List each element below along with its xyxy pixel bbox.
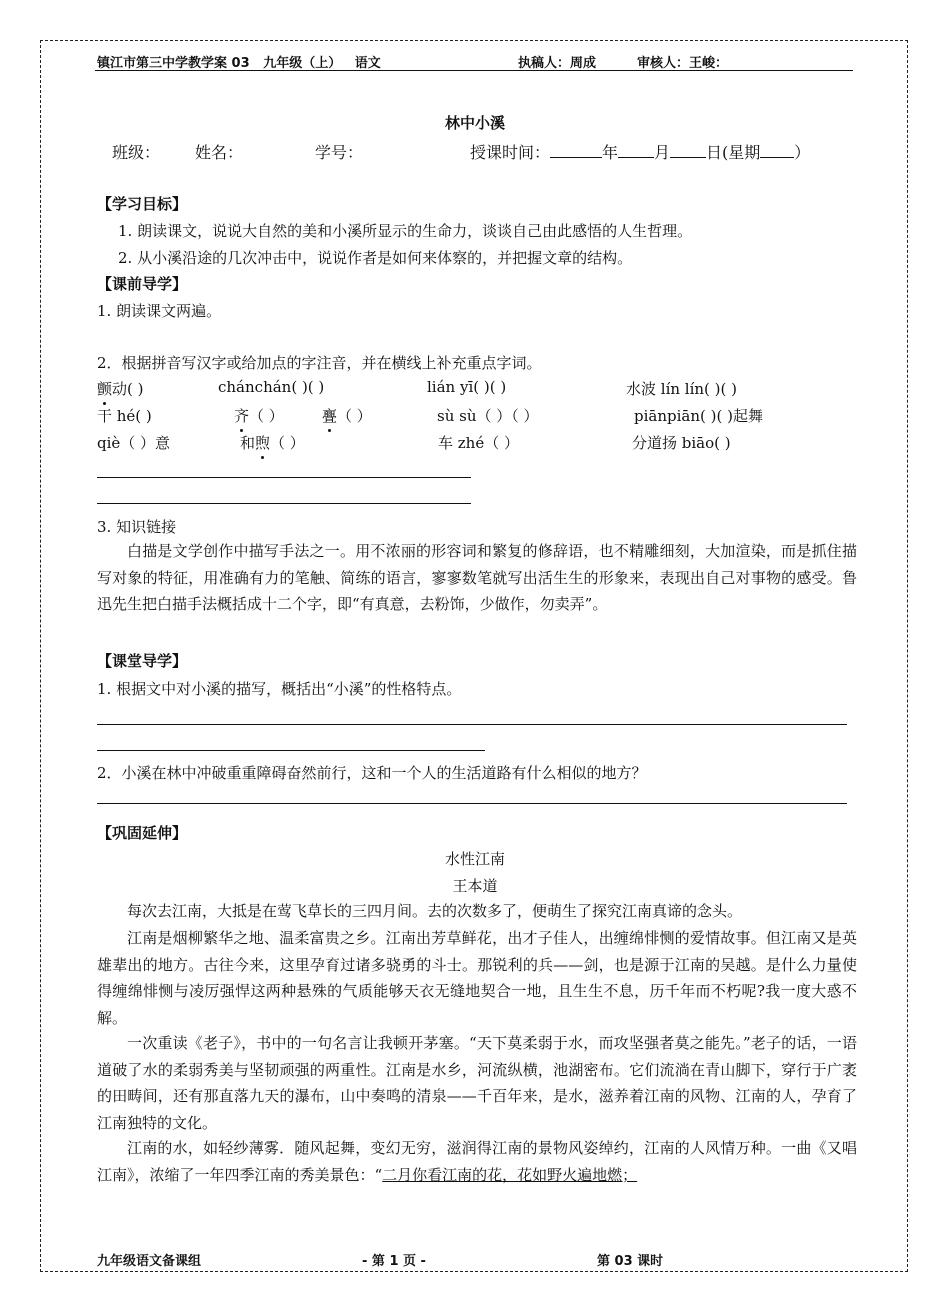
pinyin-item: 水波 lín lín( )( ) [626, 380, 737, 398]
essay-paragraph: 江南的水，如轻纱薄雾．随风起舞，变幻无穷，滋润得江南的景物风姿绰约，江南的人风情万种。一曲《又唱江南》，浓缩了一年四季江南的秀美景色：“二月你看江南的花，花如野火遍地燃； [97, 1139, 857, 1184]
essay-paragraph: 江南是烟柳繁华之地、温柔富贵之乡。江南出芳草鲜花，出才子佳人，出缠绵悱恻的爱情故事。但江南又是英雄辈出的地方。古往今来，这里孕育过诸多骁勇的斗士。那锐利的兵——剑，也是源于江南的吴越。是什么力量使得缠绵悱恻与凌厉强悍这两种悬殊的气质能够天衣无缝地契合一地，且生生不息，历千年而不朽呢?我一度大惑不解。 [97, 929, 857, 1027]
page-title: 林中小溪 [444, 114, 505, 132]
pinyin-item: 亹（ ） [322, 407, 372, 425]
knowledge-paragraph: 白描是文学创作中描写手法之一。用不浓丽的形容词和繁复的修辞语，也不精雕细刻，大加渲染，而是抓住描写对象的特征，用准确有力的笔触、简练的语言，寥寥数笔就写出活生生的形象来，表现出自己对事物的感受。鲁迅先生把白描手法概括成十二个字，即“有真意，去粉饰，少做作，勿卖弄”。 [97, 542, 857, 613]
goals-heading: 【学习目标】 [97, 195, 188, 213]
essay-paragraph: 一次重读《老子》，书中的一句名言让我顿开茅塞。“天下莫柔弱于水，而攻坚强者莫之能先。”老子的话，一语道破了水的柔弱秀美与坚韧顽强的两重性。江南是水乡，河流纵横，池湖密布。它们流淌在青山脚下，穿行于广袤的田畴间，还有那直落九天的瀑布，山中奏鸣的清泉——千百年来，是水，滋养着江南的风物、江南的人，孕育了江南独特的文化。 [97, 1034, 857, 1132]
pinyin-item: 分道扬 biāo( ) [632, 434, 731, 452]
lesson-time-field: 授课时间： 年 月 日(星期 ） [470, 143, 811, 162]
pinyin-item: piānpiān( )( )起舞 [634, 407, 763, 425]
pinyin-item: lián yī( )( ) [427, 378, 507, 396]
header-school-line: 镇江市第三中学教学案 03 九年级（上） 语文 [97, 56, 381, 71]
class-label: 班级： [112, 143, 161, 162]
underlined-quote: 二月你看江南的花，花如野火遍地燃； [382, 1165, 638, 1184]
extension-heading: 【巩固延伸】 [97, 824, 188, 842]
preview-q2: 2．根据拼音写汉字或给加点的字注音，并在横线上补充重点字词。 [97, 354, 542, 372]
pinyin-item: 和煦（ ） [240, 434, 305, 452]
header-reviewer: 审核人：王峻： [637, 56, 729, 71]
essay-paragraph: 每次去江南，大抵是在莺飞草长的三四月间。去的次数多了，便萌生了探究江南真谛的念头。 [127, 902, 743, 920]
answer-line[interactable] [97, 724, 847, 725]
pinyin-item: qiè（ ）意 [97, 434, 171, 452]
footer-page-number: - 第 1 页 - [362, 1254, 426, 1269]
footer-lesson: 第 03 课时 [597, 1254, 664, 1269]
preview-q3: 3. 知识链接 [97, 518, 177, 536]
pinyin-item: 齐（ ） [234, 407, 284, 425]
pinyin-item: chánchán( )( ) [218, 378, 325, 396]
essay-title: 水性江南 [444, 850, 505, 868]
goal-item: 2. 从小溪沿途的几次冲击中，说说作者是如何来体察的，并把握文章的结构。 [118, 249, 633, 267]
answer-line[interactable] [97, 750, 485, 751]
pinyin-item: sù sù（ ）（ ） [437, 407, 539, 425]
header-rule [95, 70, 853, 71]
header-writer: 执稿人：周成 [518, 56, 597, 71]
classroom-heading: 【课堂导学】 [97, 652, 188, 670]
preview-heading: 【课前导学】 [97, 275, 188, 293]
answer-line[interactable] [97, 503, 471, 504]
footer-group: 九年级语文备课组 [97, 1254, 202, 1269]
answer-line[interactable] [97, 477, 471, 478]
student-id-label: 学号： [315, 143, 364, 162]
classroom-q1: 1. 根据文中对小溪的描写，概括出“小溪”的性格特点。 [97, 680, 462, 698]
classroom-q2: 2．小溪在林中冲破重重障碍奋然前行，这和一个人的生活道路有什么相似的地方？ [97, 764, 647, 782]
goal-item: 1. 朗读课文，说说大自然的美和小溪所显示的生命力，谈谈自己由此感悟的人生哲理。 [118, 222, 693, 240]
name-label: 姓名： [195, 143, 244, 162]
pinyin-item: 干 hé( ) [97, 407, 152, 425]
pinyin-item: 颤动( ) [97, 380, 144, 398]
answer-line[interactable] [97, 803, 847, 804]
pinyin-item: 车 zhé（ ） [438, 434, 519, 452]
preview-q1: 1. 朗读课文两遍。 [97, 302, 222, 320]
essay-author: 王本道 [452, 877, 498, 895]
